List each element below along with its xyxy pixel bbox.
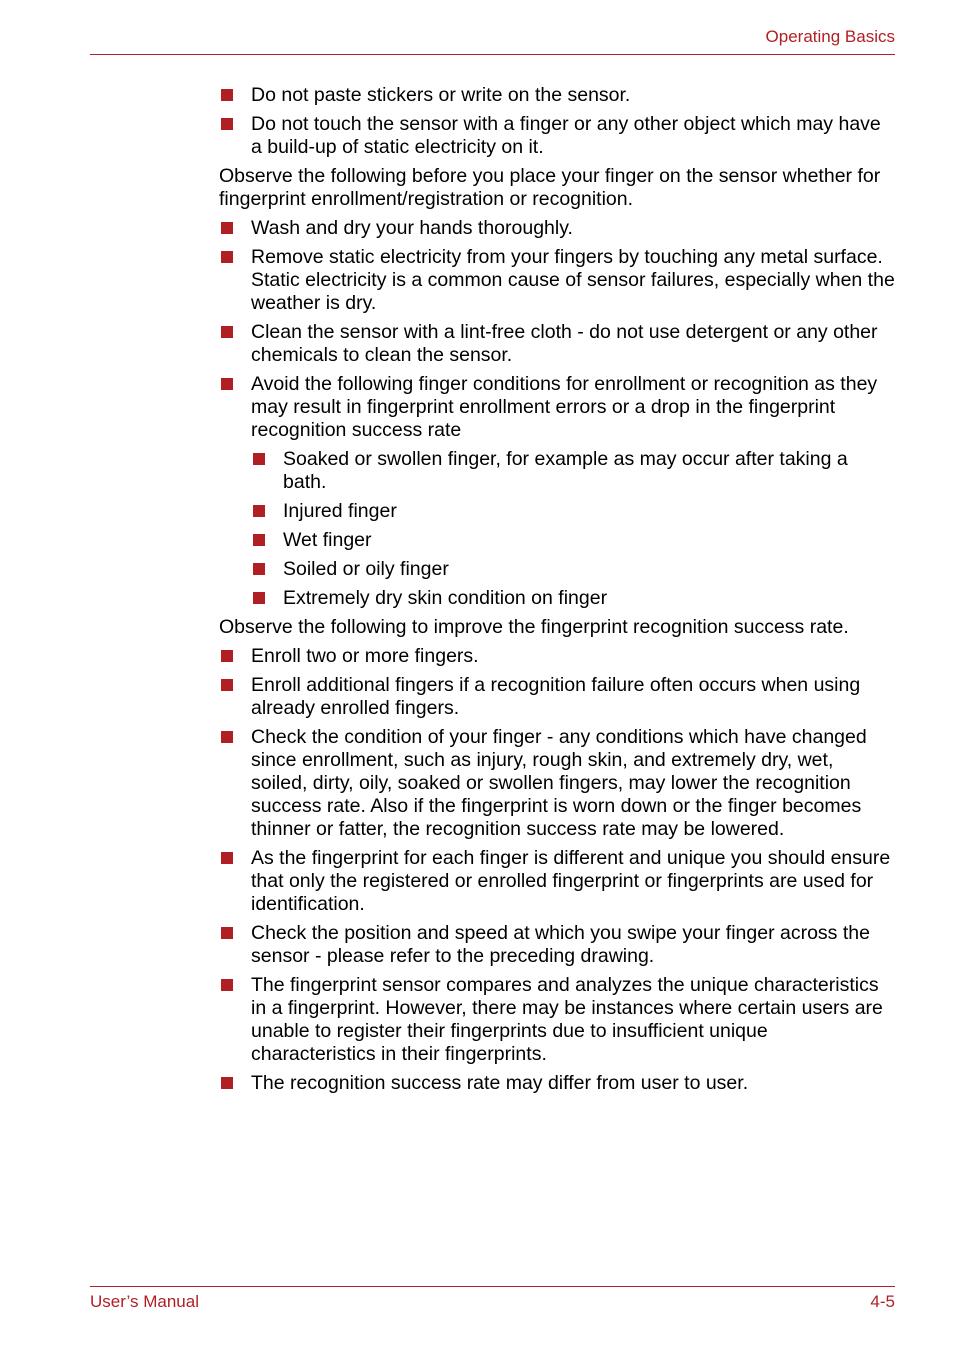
square-bullet-icon xyxy=(253,505,265,517)
list-item-text: As the fingerprint for each finger is different and unique you should ensure that only the registered or enrolled fingerprint or fingerprints are used for identification. xyxy=(251,847,891,915)
square-bullet-icon xyxy=(221,251,233,263)
sub-list-item xyxy=(251,448,895,494)
bullet-list-improvement-tips xyxy=(219,645,895,1095)
list-item xyxy=(219,922,895,968)
list-item-text: The recognition success rate may differ from user to user. xyxy=(251,1072,749,1094)
sub-list-item-text: Soaked or swollen finger, for example as may occur after taking a bath. xyxy=(283,448,848,493)
list-item-text: The fingerprint sensor compares and analyzes the unique characteristics in a fingerprint. However, there may be instances where certain users are unable to register their fingerprints due to insufficient unique characteristics in their fingerprints. xyxy=(251,974,883,1065)
page-header-title: Operating Basics xyxy=(765,27,895,46)
square-bullet-icon xyxy=(221,378,233,390)
sub-list-item-text: Wet finger xyxy=(283,529,372,551)
list-item xyxy=(219,321,895,367)
square-bullet-icon xyxy=(253,563,265,575)
list-item xyxy=(219,373,895,610)
list-item-text: Check the position and speed at which you swipe your finger across the sensor - please refer to the preceding drawing. xyxy=(251,922,870,967)
header-divider xyxy=(90,54,895,55)
list-item-text: Do not paste stickers or write on the sensor. xyxy=(251,84,631,106)
list-item xyxy=(219,113,895,159)
paragraph-improve-success-rate: Observe the following to improve the fingerprint recognition success rate. xyxy=(219,616,849,638)
list-item-text: Clean the sensor with a lint-free cloth - do not use detergent or any other chemicals to clean the sensor. xyxy=(251,321,878,366)
sub-list-item-text: Injured finger xyxy=(283,500,397,522)
sub-list-item xyxy=(251,587,895,610)
paragraph-before-placing-finger: Observe the following before you place your finger on the sensor whether for fingerprint enrollment/registration or recognition. xyxy=(219,165,881,210)
list-item xyxy=(219,974,895,1066)
list-item xyxy=(219,847,895,916)
square-bullet-icon xyxy=(253,534,265,546)
list-item-text: Do not touch the sensor with a finger or any other object which may have a build-up of static electricity on it. xyxy=(251,113,881,158)
list-item-text: Wash and dry your hands thoroughly. xyxy=(251,217,573,239)
sub-list-finger-conditions xyxy=(251,448,895,610)
list-item xyxy=(219,726,895,841)
sub-list-item xyxy=(251,500,895,523)
square-bullet-icon xyxy=(253,453,265,465)
square-bullet-icon xyxy=(221,118,233,130)
square-bullet-icon xyxy=(221,731,233,743)
square-bullet-icon xyxy=(253,592,265,604)
bullet-list-sensor-care xyxy=(219,84,895,159)
square-bullet-icon xyxy=(221,852,233,864)
list-item-text: Avoid the following finger conditions for enrollment or recognition as they may result in fingerprint enrollment errors or a drop in the fingerprint recognition success rate xyxy=(251,373,878,441)
footer-divider xyxy=(90,1286,895,1287)
list-item xyxy=(219,674,895,720)
square-bullet-icon xyxy=(221,326,233,338)
square-bullet-icon xyxy=(221,927,233,939)
list-item xyxy=(219,645,895,668)
square-bullet-icon xyxy=(221,89,233,101)
list-item-text: Enroll two or more fingers. xyxy=(251,645,479,667)
bullet-list-preparation xyxy=(219,217,895,610)
footer-manual-title: User’s Manual xyxy=(90,1292,199,1311)
list-item xyxy=(219,246,895,315)
sub-list-item xyxy=(251,558,895,581)
list-item xyxy=(219,217,895,240)
square-bullet-icon xyxy=(221,650,233,662)
list-item-text: Remove static electricity from your fingers by touching any metal surface. Static electricity is a common cause of sensor failures, especially when the weather is dry. xyxy=(251,246,895,314)
square-bullet-icon xyxy=(221,679,233,691)
square-bullet-icon xyxy=(221,1077,233,1089)
sub-list-item-text: Extremely dry skin condition on finger xyxy=(283,587,608,609)
sub-list-item-text: Soiled or oily finger xyxy=(283,558,449,580)
list-item xyxy=(219,1072,895,1095)
page-content xyxy=(219,84,895,1101)
list-item-text: Check the condition of your finger - any conditions which have changed since enrollment, such as injury, rough skin, and extremely dry, wet, soiled, dirty, oily, soaked or swollen fingers, may lower the recognition success rate. Also if the fingerprint is worn down or the finger becomes thinner or fatter, the recognition success rate may be lowered. xyxy=(251,726,867,840)
square-bullet-icon xyxy=(221,222,233,234)
list-item xyxy=(219,84,895,107)
square-bullet-icon xyxy=(221,979,233,991)
list-item-text: Enroll additional fingers if a recognition failure often occurs when using already enrolled fingers. xyxy=(251,674,861,719)
sub-list-item xyxy=(251,529,895,552)
page-number: 4-5 xyxy=(870,1292,895,1311)
